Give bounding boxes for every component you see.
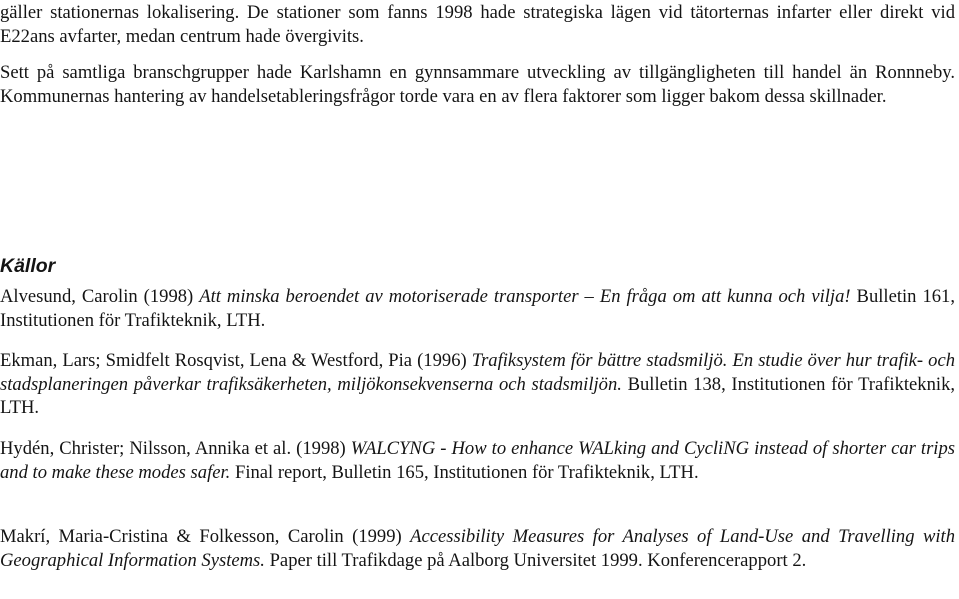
reference-item <box>0 437 955 484</box>
reference-publication: Bulletin 161, Institutionen för Trafikteknik, LTH. <box>0 286 955 331</box>
reference-item <box>0 285 955 332</box>
sources-heading: Källor <box>0 255 56 277</box>
reference-authors: Hydén, Christer; Nilsson, Annika et al. (1998) <box>0 438 346 459</box>
reference-title: Accessibility Measures for Analyses of Land-Use and Travelling with Geographical Information Systems. <box>0 526 956 571</box>
reference-title: Att minska beroendet av motoriserade transporter – En fråga om att kunna och vilja! <box>199 286 851 307</box>
body-paragraph-2: Sett på samtliga branschgrupper hade Karlshamn en gynnsammare utveckling av tillgängligheten till handel än Ronnneby. Kommunernas hantering av handelsetableringsfrågor torde vara en av flera faktorer som ligger bakom dessa skillnader. <box>0 62 955 107</box>
reference-publication: Bulletin 138, Institutionen för Trafikteknik, LTH. <box>0 373 956 418</box>
reference-publication: Paper till Trafikdage på Aalborg Universitet 1999. Konferencerapport 2. <box>269 549 807 571</box>
body-paragraph-1: gäller stationernas lokalisering. De stationer som fanns 1998 hade strategiska lägen vid tätorternas infarter eller direkt vid E22ans avfarter, medan centrum hade övergivits. <box>0 2 955 47</box>
reference-title: Trafiksystem för bättre stadsmiljö. En studie över hur trafik- och stadsplaneringen påverkar trafiksäkerheten, miljökonsekvenserna och stadsmiljön. <box>0 350 955 395</box>
reference-authors: Ekman, Lars; Smidfelt Rosqvist, Lena & Westford, Pia (1996) <box>0 350 467 371</box>
reference-authors: Makrí, Maria-Cristina & Folkesson, Carolin (1999) <box>0 526 402 547</box>
reference-item <box>0 349 955 420</box>
reference-authors: Alvesund, Carolin (1998) <box>0 286 194 307</box>
reference-item <box>0 525 955 572</box>
reference-publication: Final report, Bulletin 165, Institutionen för Trafikteknik, LTH. <box>234 461 699 483</box>
reference-title: WALCYNG - How to enhance WALking and CycliNG instead of shorter car trips and to make these modes safer. <box>0 438 956 483</box>
